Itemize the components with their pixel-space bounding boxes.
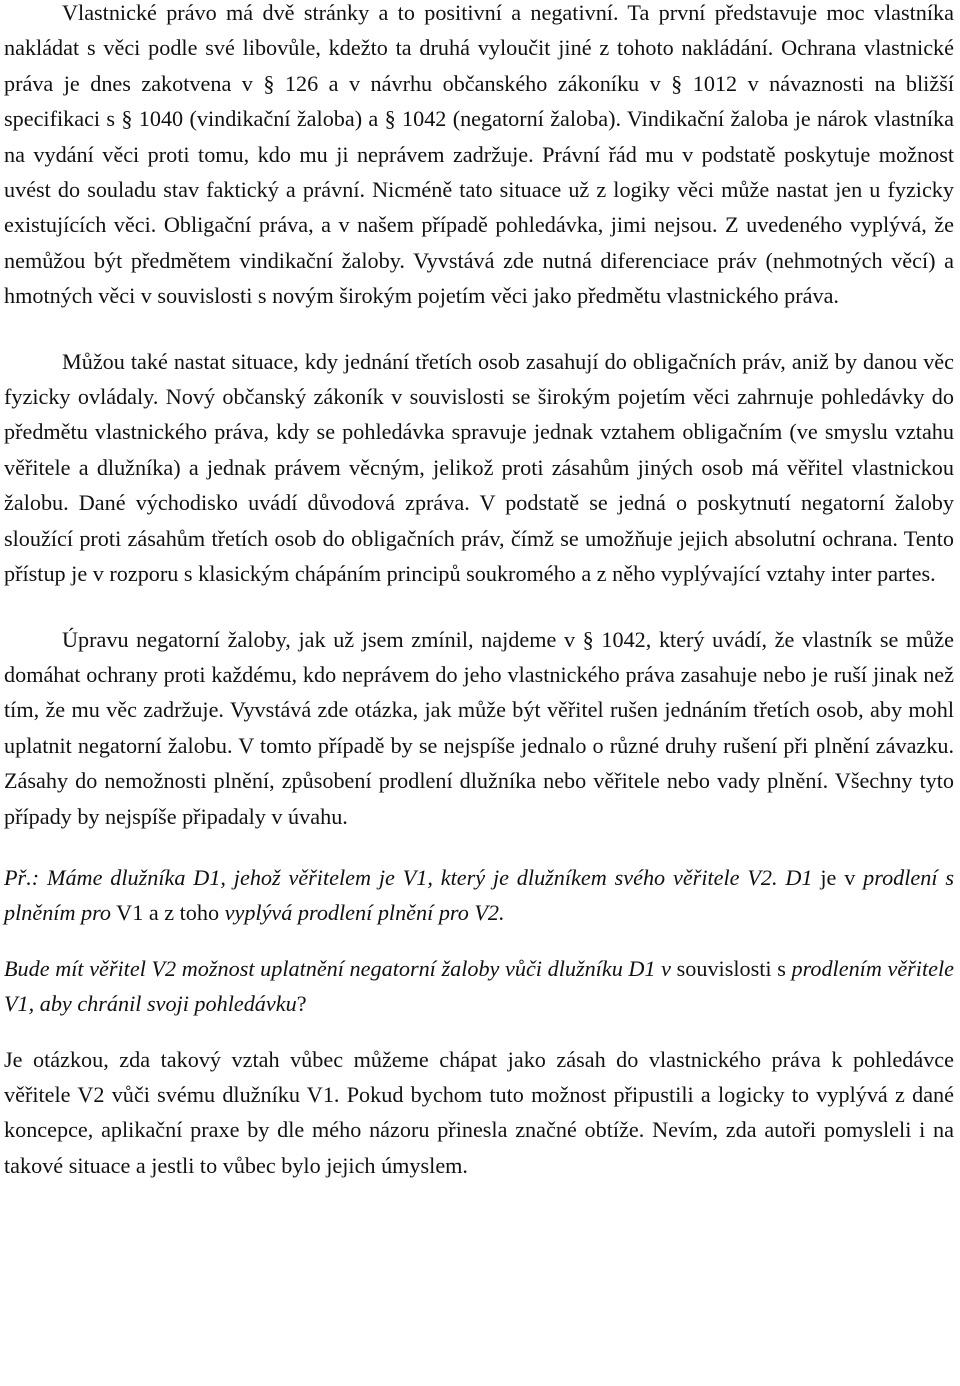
paragraph-closing: Je otázkou, zda takový vztah vůbec můžeme chápat jako zásah do vlastnického práva k pohledávce věřitele V2 vůči svému dlužníku V1. Pokud bychom tuto možnost připustili a logicky to vyplývá z dané koncepce, aplikační praxe by dle mého názoru přinesla značné obtíže. Nevím, zda autoři pomysleli i na takové situace a jestli to vůbec bylo jejich úmyslem.	[4, 1046, 954, 1178]
paragraph-ownership-rights: Vlastnické právo má dvě stránky a to positivní a negativní. Ta první představuje moc vlastníka nakládat s věci podle své libovůle, kdežto ta druhá vyloučit jiné z tohoto nakládání. Ochrana vlastnické práva je dnes zakotvena v § 126 a v návrhu občanského zákoníku v § 1012 v návaznosti na bližší specifikaci s § 1040 (vindikační žaloba) a § 1042 (negatorní žaloba). Vindikační žaloba je nárok vlastníka na vydání věci proti tomu, kdo mu ji neprávem zadržuje. Právní řád mu v podstatě poskytuje možnost uvést do souladu stav faktický a právní. Nicméně tato situace už z logiky věci může nastat jen u fyzicky existujících věci. Obligační práva, a v našem případě pohledávka, jimi nejsou. Z uvedeného vyplývá, že nemůžou být předmětem vindikační žaloby. Vyvstává zde nutná diferenciace práv (nehmotných věcí) a hmotných věci v souvislosti s novým širokým pojetím věci jako předmětu vlastnického práva.	[4, 0, 954, 309]
paragraph-question	[4, 951, 954, 1022]
paragraph-obligation-rights: Můžou také nastat situace, kdy jednání třetích osob zasahují do obligačních práv, aniž by danou věc fyzicky ovládaly. Nový občanský zákoník v souvislosti se širokým pojetím věci zahrnuje pohledávky do předmětu vlastnického práva, kdy se pohledávka spravuje jednak vztahem obligačním (ve smyslu vztahu věřitele a dlužníka) a jednak právem věcným, jelikož proti zásahům jiných osob má věřitel vlastnickou žalobu. Dané východisko uvádí důvodová zpráva. V podstatě se jedná o poskytnutí negatorní žaloby sloužící proti zásahům třetích osob do obligačních práv, čímž se umožňuje jejich absolutní ochrana. Tento přístup je v rozporu s klasickým chápáním principů soukromého a z něho vyplývající vztahy inter partes.	[4, 348, 954, 587]
question-italic-2: prodlením věřitele V1, aby chránil svoji pohledávku	[4, 955, 954, 1017]
example-italic-1: Př.: Máme dlužníka D1, jehož věřitelem je V1, který je dlužníkem svého věřitele V2. D1	[4, 864, 813, 890]
paragraph-example	[4, 860, 954, 931]
example-normal-1: je v	[812, 864, 864, 890]
example-italic-2: prodlení s plněním pro	[4, 864, 955, 926]
question-italic-1: Bude mít věřitel V2 možnost uplatnění negatorní žaloby vůči dlužníku D1 v	[4, 955, 672, 981]
question-normal-2: ?	[296, 991, 307, 1017]
question-normal-1: souvislosti s	[671, 955, 792, 981]
example-italic-3: vyplývá prodlení plnění pro V2.	[224, 900, 505, 926]
paragraph-negatory-action: Úpravu negatorní žaloby, jak už jsem zmínil, najdeme v § 1042, který uvádí, že vlastník se může domáhat ochrany proti každému, kdo neprávem do jeho vlastnického práva zasahuje nebo je ruší jinak než tím, že mu věc zadržuje. Vyvstává zde otázka, jak může být věřitel rušen jednáním třetích osob, aby mohl uplatnit negatorní žalobu. V tomto případě by se nejspíše jednalo o různé druhy rušení při plnění závazku. Zásahy do nemožnosti plnění, způsobení prodlení dlužníka nebo věřitele nebo vady plnění. Všechny tyto případy by nejspíše připadaly v úvahu.	[4, 626, 954, 829]
example-normal-2: V1 a z toho	[111, 900, 225, 926]
